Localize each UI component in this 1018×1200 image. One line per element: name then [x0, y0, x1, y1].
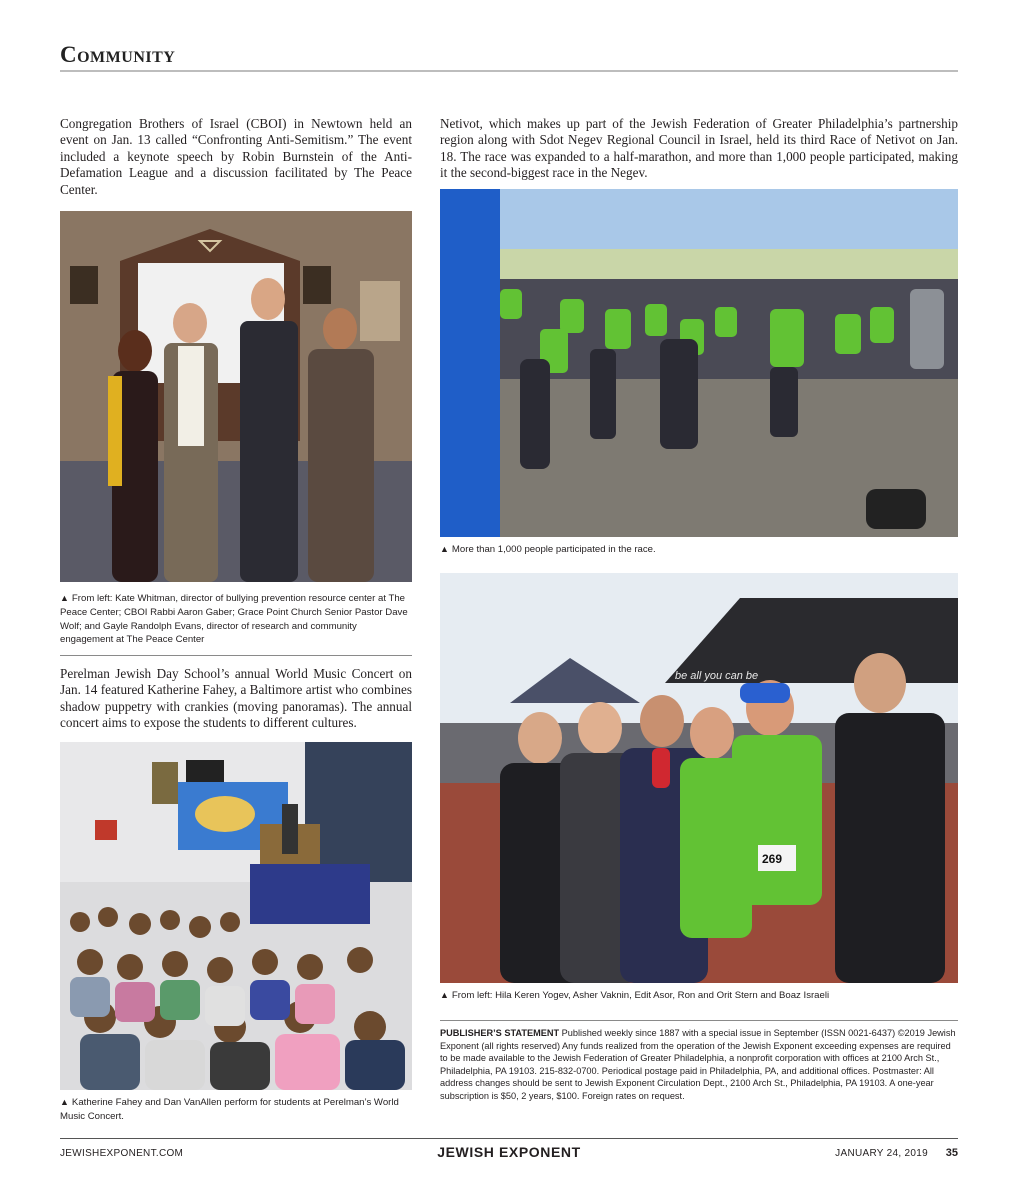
caption-marker-icon: ▲: [60, 593, 69, 603]
caption-race-text: More than 1,000 people participated in the race.: [451, 544, 656, 555]
footer-page-number: 35: [945, 1147, 958, 1159]
footer-date: JANUARY 24, 2019: [835, 1148, 928, 1159]
photo-concert: [60, 742, 412, 1090]
publisher-statement: [440, 1027, 958, 1103]
article-cboi-text: Congregation Brothers of Israel (CBOI) in Newtown held an event on Jan. 13 called “Confronting Anti-Semitism.” The event included a keynote speech by Robin Burnstein of the Anti-Defamation League and a discussion facilitated by The Peace Center.: [60, 116, 412, 197]
race-bib-number: 269: [762, 852, 783, 866]
caption-cboi-text: From left: Kate Whitman, director of bullying prevention resource center at The Peace Center; CBOI Rabbi Aaron Gaber; Grace Point Church Senior Pastor Dave Wolf; and Gayle Randolph Evans, director of research and community engagement at The Peace Center: [60, 593, 408, 646]
photo-race-group: [440, 573, 958, 983]
section-heading: Community: [60, 42, 176, 67]
article-perelman-text: Perelman Jewish Day School’s annual World Music Concert on Jan. 14 featured Katherine Fahey, a Baltimore artist who combines shadow puppetry with crankies (moving panoramas). The annual concert aims to expose the students to different cultures.: [60, 666, 412, 731]
caption-marker-icon: ▲: [60, 1097, 69, 1107]
publisher-statement-body: Published weekly since 1887 with a special issue in September (ISSN 0021-6437) ©2019 Jewish Exponent (all rights reserved) Any funds realized from the operation of the Jewish Exponent exceeding expenses are required to be made available to the Jewish Federation of Greater Philadelphia, a nonprofit corporation with offices at 2100 Arch St., Philadelphia, PA 19103. 215-832-0700. Periodical postage paid in Philadelphia, PA, and additional offices. Postmaster: All address changes should be sent to Jewish Exponent Circulation Dept., 2100 Arch St., Philadelphia, PA 19103. A one-year subscription is $50, 2 years, $100. Foreign rates on request.: [440, 1028, 956, 1101]
caption-marker-icon: ▲: [440, 544, 449, 554]
caption-group-text: From left: Hila Keren Yogev, Asher Vaknin, Edit Asor, Ron and Orit Stern and Boaz Israeli: [451, 990, 830, 1001]
section-heading-rule: [60, 70, 958, 72]
publisher-statement-heading: PUBLISHER’S STATEMENT: [440, 1028, 560, 1038]
footer-website: JEWISHEXPONENT.COM: [60, 1148, 184, 1159]
photo-cboi-group: [60, 211, 412, 582]
caption-marker-icon: ▲: [440, 990, 449, 1000]
tent-banner-text: be all you can be: [675, 670, 759, 682]
footer-publication-name: JEWISH EXPONENT: [437, 1144, 581, 1160]
photo-race: [440, 189, 958, 537]
caption-concert-text: Katherine Fahey and Dan VanAllen perform for students at Perelman’s World Music Concert.: [60, 1097, 399, 1122]
article-netivot-text: Netivot, which makes up part of the Jewish Federation of Greater Philadelphia’s partnership region along with Sdot Negev Regional Council in Israel, held its third Race of Netivot on Jan. 18. The race was expanded to a half-marathon, and more than 1,000 people participated, making it the second-biggest race in the Negev.: [440, 116, 958, 181]
caption-race: [440, 543, 958, 557]
footer-rule: [60, 1138, 958, 1139]
publisher-divider-rule: [440, 1020, 958, 1021]
caption-concert: [60, 1096, 412, 1124]
caption-cboi: [60, 592, 412, 647]
caption-group: [440, 989, 958, 1003]
column-divider-rule: [60, 655, 412, 656]
